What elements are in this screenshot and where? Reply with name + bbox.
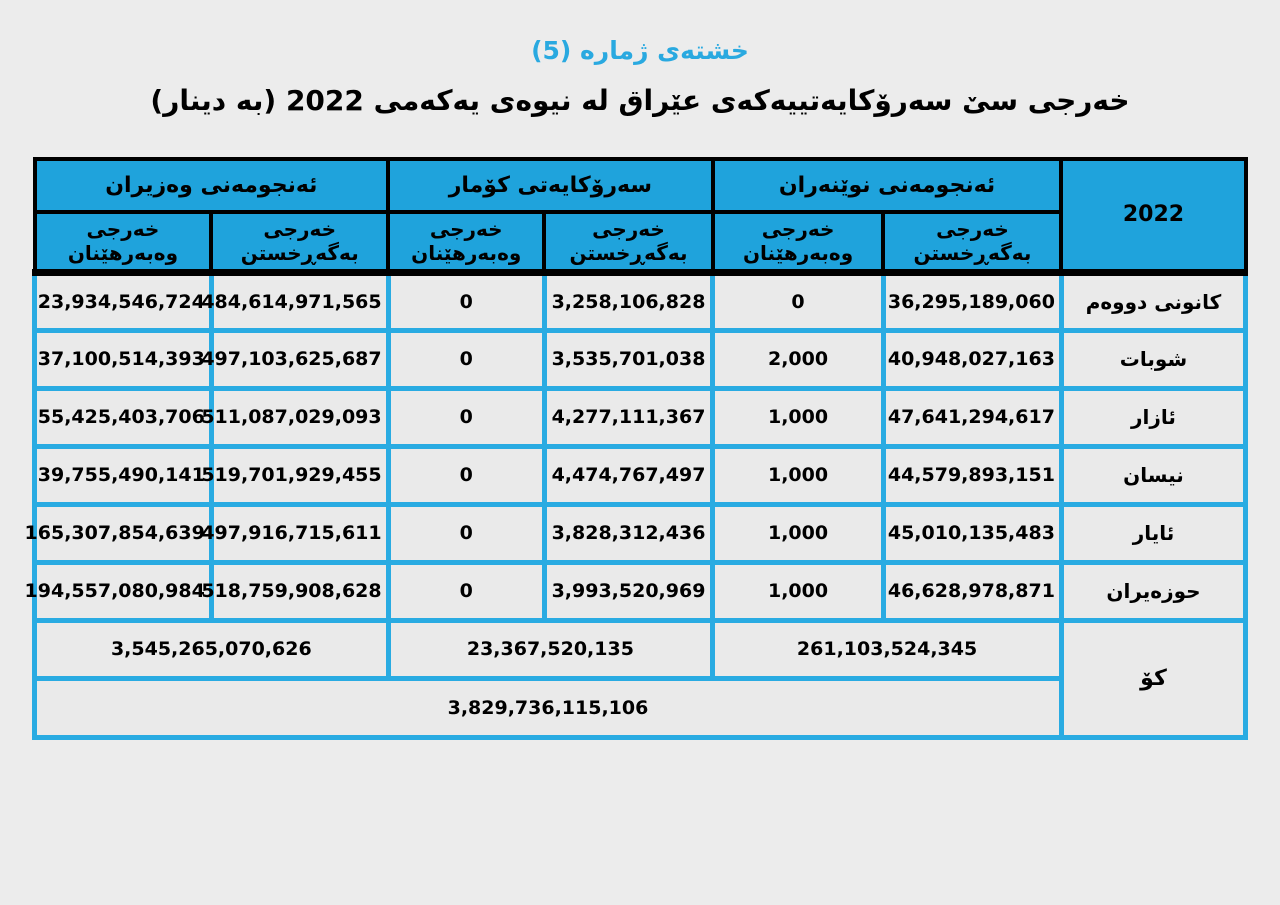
table-totals	[35, 620, 1246, 737]
pres-investment-cell: 0	[388, 330, 544, 388]
min-investment-cell: 23,934,546,724	[35, 272, 212, 330]
min-operating-cell: 497,916,715,611	[211, 504, 388, 562]
total-label-cell: کۆ	[1061, 620, 1245, 737]
min-investment-cell: 39,755,490,141	[35, 446, 212, 504]
group-header-council-of-ministers: ئه‌نجومه‌نی وه‌زیران	[35, 159, 389, 212]
min-operating-cell: 511,087,029,093	[211, 388, 388, 446]
rep-operating-cell: 40,948,027,163	[883, 330, 1061, 388]
rep-operating-header: خه‌رجی به‌گه‌ڕخستن	[883, 212, 1061, 272]
rep-operating-cell: 45,010,135,483	[883, 504, 1061, 562]
rep-investment-cell: 1,000	[713, 446, 884, 504]
rep-operating-cell: 47,641,294,617	[883, 388, 1061, 446]
min-operating-cell: 484,614,971,565	[211, 272, 388, 330]
min-investment-cell: 165,307,854,639	[35, 504, 212, 562]
pres-investment-cell: 0	[388, 272, 544, 330]
pres-operating-cell: 3,993,520,969	[544, 562, 712, 620]
pres-operating-cell: 3,258,106,828	[544, 272, 712, 330]
month-cell: کانونی دووه‌م	[1061, 272, 1245, 330]
year-header: 2022	[1061, 159, 1245, 272]
min-investment-cell: 194,557,080,984	[35, 562, 212, 620]
month-cell: نیسان	[1061, 446, 1245, 504]
rep-investment-cell: 2,000	[713, 330, 884, 388]
rep-investment-header: خه‌رجی وه‌به‌رهێنان	[713, 212, 884, 272]
min-total-cell: 3,545,265,070,626	[35, 620, 389, 678]
min-operating-cell: 497,103,625,687	[211, 330, 388, 388]
rep-operating-cell: 44,579,893,151	[883, 446, 1061, 504]
header-group-row	[35, 159, 1246, 212]
table-header	[35, 159, 1246, 272]
rep-investment-cell: 1,000	[713, 504, 884, 562]
rep-total-cell: 261,103,524,345	[713, 620, 1062, 678]
rep-investment-cell: 0	[713, 272, 884, 330]
min-investment-header: خه‌رجی وه‌به‌رهێنان	[35, 212, 212, 272]
table-row	[35, 562, 1246, 620]
min-investment-cell: 37,100,514,393	[35, 330, 212, 388]
month-cell: ئایار	[1061, 504, 1245, 562]
pres-operating-cell: 3,828,312,436	[544, 504, 712, 562]
group-header-republic-presidency: سه‌رۆکایه‌تی کۆمار	[388, 159, 713, 212]
pres-operating-header: خه‌رجی به‌گه‌ڕخستن	[544, 212, 712, 272]
pres-investment-cell: 0	[388, 562, 544, 620]
expenses-table	[24, 157, 1248, 740]
table-row	[35, 330, 1246, 388]
pres-investment-cell: 0	[388, 504, 544, 562]
table-row	[35, 388, 1246, 446]
month-cell: شوبات	[1061, 330, 1245, 388]
pres-total-cell: 23,367,520,135	[388, 620, 713, 678]
min-investment-cell: 55,425,403,706	[35, 388, 212, 446]
table-number-title: خشته‌ی ژماره‌ (5)	[531, 36, 749, 65]
pres-operating-cell: 4,474,767,497	[544, 446, 712, 504]
table-row	[35, 272, 1246, 330]
month-cell: حوزه‌یران	[1061, 562, 1245, 620]
pres-investment-header: خه‌رجی وه‌به‌رهێنان	[388, 212, 544, 272]
pres-investment-cell: 0	[388, 446, 544, 504]
rep-investment-cell: 1,000	[713, 388, 884, 446]
min-operating-header: خه‌رجی به‌گه‌ڕخستن	[211, 212, 388, 272]
pres-investment-cell: 0	[388, 388, 544, 446]
totals-row	[35, 620, 1246, 678]
expenses-table-container	[24, 157, 1248, 740]
min-operating-cell: 518,759,908,628	[211, 562, 388, 620]
pres-operating-cell: 4,277,111,367	[544, 388, 712, 446]
table-caption: خه‌رجی سێ سه‌رۆکایه‌تییه‌که‌ی عێراق له‌ نیوه‌ی یه‌که‌می 2022 (به‌ دینار)	[150, 84, 1130, 117]
table-row	[35, 504, 1246, 562]
min-operating-cell: 519,701,929,455	[211, 446, 388, 504]
rep-operating-cell: 46,628,978,871	[883, 562, 1061, 620]
rep-investment-cell: 1,000	[713, 562, 884, 620]
grand-total-cell: 3,829,736,115,106	[35, 678, 1062, 737]
pres-operating-cell: 3,535,701,038	[544, 330, 712, 388]
month-cell: ئازار	[1061, 388, 1245, 446]
table-row	[35, 446, 1246, 504]
group-header-representatives: ئه‌نجومه‌نی نوێنه‌ران	[713, 159, 1062, 212]
table-body	[24, 272, 1246, 620]
rep-operating-cell: 36,295,189,060	[883, 272, 1061, 330]
